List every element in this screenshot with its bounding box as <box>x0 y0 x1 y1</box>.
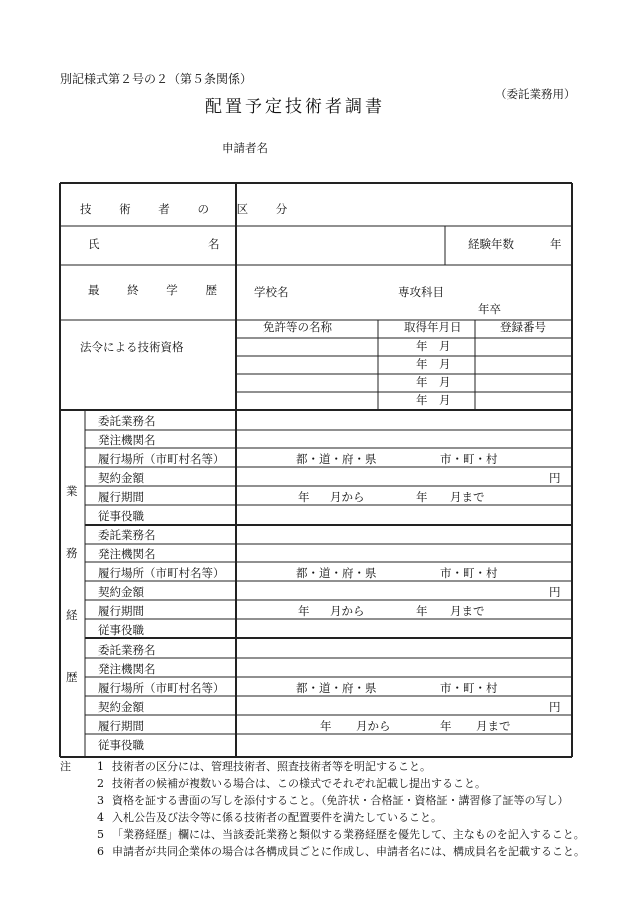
document-title: 配置予定技術者調書 <box>205 97 385 117</box>
block3-municipality: 市・町・村 <box>440 681 498 695</box>
block3-prefecture: 都・道・府・県 <box>296 681 377 695</box>
note-item <box>60 758 585 775</box>
note-head-spacer <box>60 809 76 826</box>
name-label-1: 氏 <box>88 237 100 251</box>
note-number: 5 <box>97 828 104 841</box>
note-number: 4 <box>97 811 104 824</box>
school-label: 学校名 <box>254 285 289 299</box>
block2-to-year: 年 <box>416 604 428 618</box>
education-label: 最 終 学 歴 <box>88 283 229 297</box>
note-number: 3 <box>97 794 104 807</box>
note-item <box>60 843 585 860</box>
block1-prefecture: 都・道・府・県 <box>296 452 377 466</box>
acquired-date-3: 年 月 <box>416 375 451 389</box>
acquired-date-4: 年 月 <box>416 393 451 407</box>
usage-label: （委託業務用） <box>495 87 576 101</box>
acquired-date-header: 取得年月日 <box>404 320 462 334</box>
work-history-char-2: 務 <box>66 546 78 560</box>
registration-number-header: 登録番号 <box>500 320 546 334</box>
note-head-spacer <box>60 826 76 843</box>
block2-location-label: 履行場所（市町村名等） <box>98 566 225 580</box>
work-history-char-1: 業 <box>66 484 78 498</box>
experience-years-label: 経験年数 <box>468 237 514 251</box>
note-number: 6 <box>97 845 104 858</box>
note-number: 2 <box>97 777 104 790</box>
block1-role-label: 従事役職 <box>98 509 144 523</box>
qualification-label: 法令による技術資格 <box>80 340 184 354</box>
block2-to-month: 月まで <box>450 604 485 618</box>
major-label: 専攻科目 <box>398 285 444 299</box>
block2-project-name-label: 委託業務名 <box>98 528 156 542</box>
block2-contract-amount-label: 契約金額 <box>98 585 144 599</box>
block1-municipality: 市・町・村 <box>440 452 498 466</box>
block3-to-year: 年 <box>440 719 452 733</box>
block1-period-label: 履行期間 <box>98 490 144 504</box>
name-label-2: 名 <box>208 237 220 251</box>
block1-client-label: 発注機関名 <box>98 433 156 447</box>
block3-yen: 円 <box>549 700 561 714</box>
block3-from-month: 月から <box>356 719 391 733</box>
block2-role-label: 従事役職 <box>98 623 144 637</box>
work-history-char-4: 歴 <box>66 670 78 684</box>
experience-year-unit: 年 <box>550 237 562 251</box>
block1-to-month: 月まで <box>450 490 485 504</box>
block1-to-year: 年 <box>416 490 428 504</box>
note-head-spacer <box>60 775 76 792</box>
form-reference: 別記様式第２号の２（第５条関係） <box>60 72 253 86</box>
block2-from-month: 月から <box>330 604 365 618</box>
note-head-spacer <box>60 843 76 860</box>
note-text: 技術者の候補が複数いる場合は、この様式でそれぞれ記載し提出すること。 <box>112 777 486 790</box>
note-item <box>60 775 585 792</box>
block2-from-year: 年 <box>298 604 310 618</box>
block2-municipality: 市・町・村 <box>440 566 498 580</box>
category-label: 技 術 者 の 区 分 <box>80 202 300 216</box>
note-head: 注 <box>60 760 71 773</box>
block3-period-label: 履行期間 <box>98 719 144 733</box>
block2-yen: 円 <box>549 585 561 599</box>
block1-from-year: 年 <box>298 490 310 504</box>
note-text: 申請者が共同企業体の場合は各構成員ごとに作成し、申請者名には、構成員名を記載すること。 <box>112 845 585 858</box>
note-number: 1 <box>97 760 104 773</box>
note-text: 資格を証する書面の写しを添付すること。（免許状・合格証・資格証・講習修了証等の写し） <box>112 794 569 807</box>
block3-from-year: 年 <box>320 719 332 733</box>
note-item <box>60 826 585 843</box>
block1-project-name-label: 委託業務名 <box>98 414 156 428</box>
note-text: 入札公告及び法令等に係る技術者の配置要件を満たしていること。 <box>112 811 442 824</box>
block2-client-label: 発注機関名 <box>98 547 156 561</box>
block3-location-label: 履行場所（市町村名等） <box>98 681 225 695</box>
block3-to-month: 月まで <box>476 719 511 733</box>
block2-prefecture: 都・道・府・県 <box>296 566 377 580</box>
block1-location-label: 履行場所（市町村名等） <box>98 452 225 466</box>
block1-from-month: 月から <box>330 490 365 504</box>
block1-contract-amount-label: 契約金額 <box>98 471 144 485</box>
block2-period-label: 履行期間 <box>98 604 144 618</box>
note-head-spacer <box>60 792 76 809</box>
note-item <box>60 809 585 826</box>
notes-section <box>60 758 585 860</box>
note-item <box>60 792 585 809</box>
graduation-label: 年卒 <box>478 302 501 316</box>
block3-client-label: 発注機関名 <box>98 662 156 676</box>
block1-yen: 円 <box>549 471 561 485</box>
note-text: 「業務経歴」欄には、当該委託業務と類似する業務経歴を優先して、主なものを記入すること。 <box>112 828 585 841</box>
license-name-header: 免許等の名称 <box>263 320 332 334</box>
block3-project-name-label: 委託業務名 <box>98 643 156 657</box>
block3-contract-amount-label: 契約金額 <box>98 700 144 714</box>
acquired-date-1: 年 月 <box>416 339 451 353</box>
acquired-date-2: 年 月 <box>416 357 451 371</box>
work-history-char-3: 経 <box>66 608 78 622</box>
note-text: 技術者の区分には、管理技術者、照査技術者等を明記すること。 <box>112 760 431 773</box>
block3-role-label: 従事役職 <box>98 738 144 752</box>
applicant-name-label: 申請者名 <box>222 141 268 155</box>
